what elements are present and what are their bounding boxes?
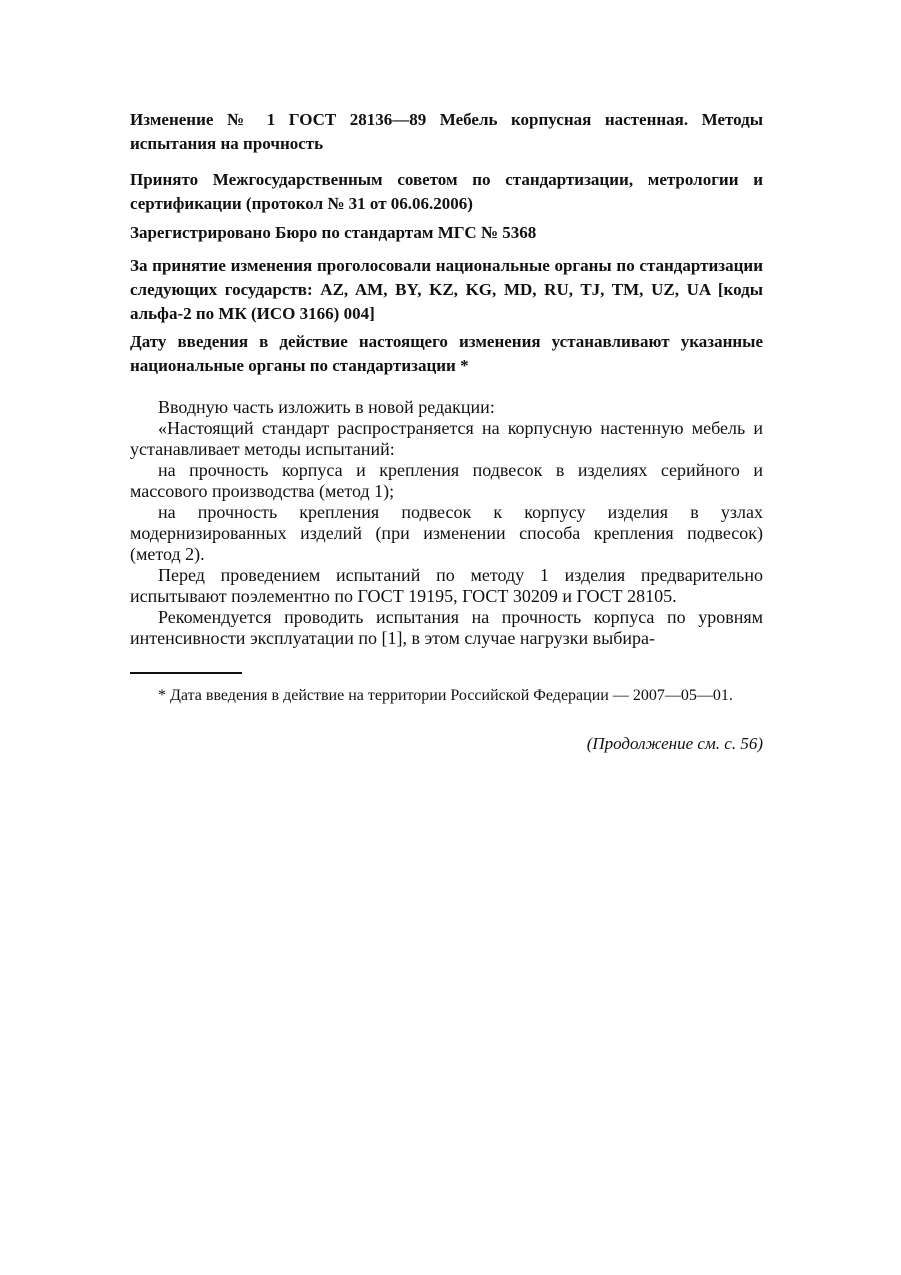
adopted-statement: Принято Межгосударственным советом по стандартизации, метрологии и сертификации (протокол № 31 от 06.06.2006) — [130, 170, 763, 213]
footnote-text: * Дата введения в действие на территории Российской Федерации — 2007—05—01. — [158, 687, 733, 704]
footnote-separator — [130, 672, 242, 674]
registration-statement: Зарегистрировано Бюро по стандартам МГС № 5368 — [130, 223, 537, 242]
body-paragraph-6: Рекомендуется проводить испытания на прочность корпуса по уровням интенсивности эксплуатации по [1], в этом случае нагрузки выбира- — [130, 607, 763, 648]
body-paragraph-5: Перед проведением испытаний по методу 1 изделия предварительно испытывают поэлементно по ГОСТ 19195, ГОСТ 30209 и ГОСТ 28105. — [130, 565, 763, 606]
body-paragraph-4: на прочность крепления подвесок к корпусу изделия в узлах модернизированных изделий (при изменении способа крепления подвесок) (метод 2). — [130, 502, 763, 564]
effective-date-statement: Дату введения в действие настоящего изменения устанавливают указанные национальные органы по стандартизации * — [130, 332, 763, 375]
amendment-body — [130, 397, 763, 649]
body-paragraph-2: «Настоящий стандарт распространяется на корпусную настенную мебель и устанавливает методы испытаний: — [130, 418, 763, 459]
amendment-title: Изменение № 1 ГОСТ 28136—89 Мебель корпусная настенная. Методы испытания на прочность — [130, 110, 763, 153]
footnote — [130, 685, 763, 706]
continuation-note: (Продолжение см. с. 56) — [586, 734, 763, 753]
body-paragraph-1: Вводную часть изложить в новой редакции: — [158, 397, 495, 417]
voting-statement: За принятие изменения проголосовали национальные органы по стандартизации следующих государств: AZ, AM, BY, KZ, KG, MD, RU, TJ, TM, UZ, UA [коды альфа-2 по МК (ИСО 3166) 004] — [130, 256, 763, 323]
body-paragraph-3: на прочность корпуса и крепления подвесок в изделиях серийного и массового производства (метод 1); — [130, 460, 763, 501]
